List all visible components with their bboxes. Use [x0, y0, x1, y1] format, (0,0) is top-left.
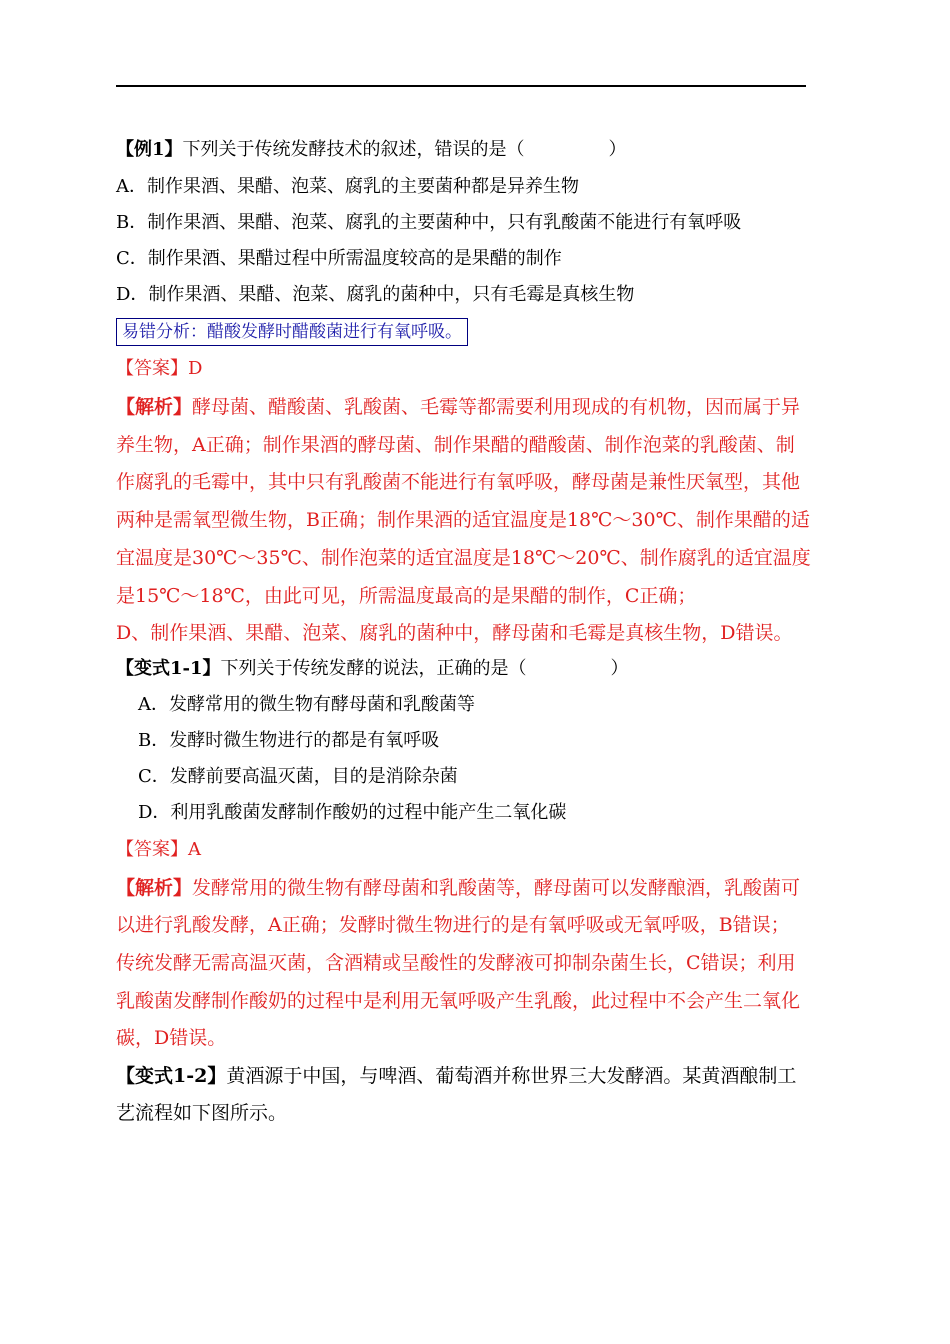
example1-answer: 【答案】D	[116, 358, 203, 379]
variant1-1-stem	[116, 656, 629, 682]
example1-option-c: C．制作果酒、果醋过程中所需温度较高的是果醋的制作	[116, 248, 562, 269]
example1-analysis-line	[116, 394, 800, 420]
variant1-1-question-close: ）	[610, 658, 629, 679]
variant1-1-option-c: C．发酵前要高温灭菌，目的是消除杂菌	[138, 766, 458, 787]
example1-option-a: A．制作果酒、果醋、泡菜、腐乳的主要菌种都是异养生物	[116, 176, 579, 197]
variant1-2-stem-line: 艺流程如下图所示。	[116, 1102, 288, 1124]
example1-option-b: B．制作果酒、果醋、泡菜、腐乳的主要菌种中，只有乳酸菌不能进行有氧呼吸	[116, 212, 742, 233]
variant1-1-analysis-line: 传统发酵无需高温灭菌，含酒精或呈酸性的发酵液可抑制杂菌生长，C错误；利用	[116, 952, 796, 974]
example1-stem	[116, 137, 627, 163]
example1-analysis-line: 作腐乳的毛霉中，其中只有乳酸菌不能进行有氧呼吸，酵母菌是兼性厌氧型，其他	[116, 471, 801, 493]
variant1-1-analysis-line	[116, 875, 800, 901]
variant1-1-question: 下列关于传统发酵的说法，正确的是（	[220, 658, 527, 679]
variant1-1-tag: 【变式1-1】	[116, 658, 221, 679]
example1-analysis-line: 两种是需氧型微生物，B正确；制作果酒的适宜温度是18℃～30℃、制作果醋的适	[116, 509, 810, 531]
example1-analysis-text: 酵母菌、醋酸菌、乳酸菌、毛霉等都需要利用现成的有机物，因而属于异	[192, 396, 801, 418]
example1-analysis-line: 宜温度是30℃～35℃、制作泡菜的适宜温度是18℃～20℃、制作腐乳的适宜温度	[116, 547, 811, 569]
variant1-1-analysis-line: 碳，D错误。	[116, 1027, 227, 1049]
variant1-1-option-b: B．发酵时微生物进行的都是有氧呼吸	[138, 730, 440, 751]
example1-analysis-tag: 【解析】	[116, 396, 193, 418]
variant1-1-option-a: A．发酵常用的微生物有酵母菌和乳酸菌等	[138, 694, 475, 715]
variant1-2-text: 黄酒源于中国，与啤酒、葡萄酒并称世界三大发酵酒。某黄酒酿制工	[226, 1065, 797, 1087]
example1-analysis-line: 养生物，A正确；制作果酒的酵母菌、制作果醋的醋酸菌、制作泡菜的乳酸菌、制	[116, 434, 795, 456]
example1-question: 下列关于传统发酵技术的叙述，错误的是（	[182, 139, 525, 160]
error-analysis-box: 易错分析：醋酸发酵时醋酸菌进行有氧呼吸。	[116, 318, 468, 346]
variant1-1-analysis-text: 发酵常用的微生物有酵母菌和乳酸菌等，酵母菌可以发酵酿酒，乳酸菌可	[192, 877, 801, 899]
variant1-1-answer: 【答案】A	[116, 839, 201, 860]
example1-question-close: ）	[608, 139, 627, 160]
example1-option-d: D．制作果酒、果醋、泡菜、腐乳的菌种中，只有毛霉是真核生物	[116, 284, 635, 305]
variant1-1-analysis-line: 以进行乳酸发酵，A正确；发酵时微生物进行的是有氧呼吸或无氧呼吸，B错误；	[116, 914, 790, 936]
header-rule	[116, 85, 806, 87]
variant1-1-option-d: D．利用乳酸菌发酵制作酸奶的过程中能产生二氧化碳	[138, 802, 567, 823]
variant1-2-stem	[116, 1063, 796, 1089]
variant1-2-tag: 【变式1-2】	[116, 1065, 227, 1087]
example1-analysis-line: D、制作果酒、果醋、泡菜、腐乳的菌种中，酵母菌和毛霉是真核生物，D错误。	[116, 622, 793, 644]
example1-tag: 【例1】	[116, 139, 183, 160]
variant1-1-analysis-line: 乳酸菌发酵制作酸奶的过程中是利用无氧呼吸产生乳酸，此过程中不会产生二氧化	[116, 990, 801, 1012]
variant1-1-analysis-tag: 【解析】	[116, 877, 193, 899]
example1-analysis-line: 是15℃～18℃，由此可见，所需温度最高的是果醋的制作，C正确；	[116, 585, 697, 607]
